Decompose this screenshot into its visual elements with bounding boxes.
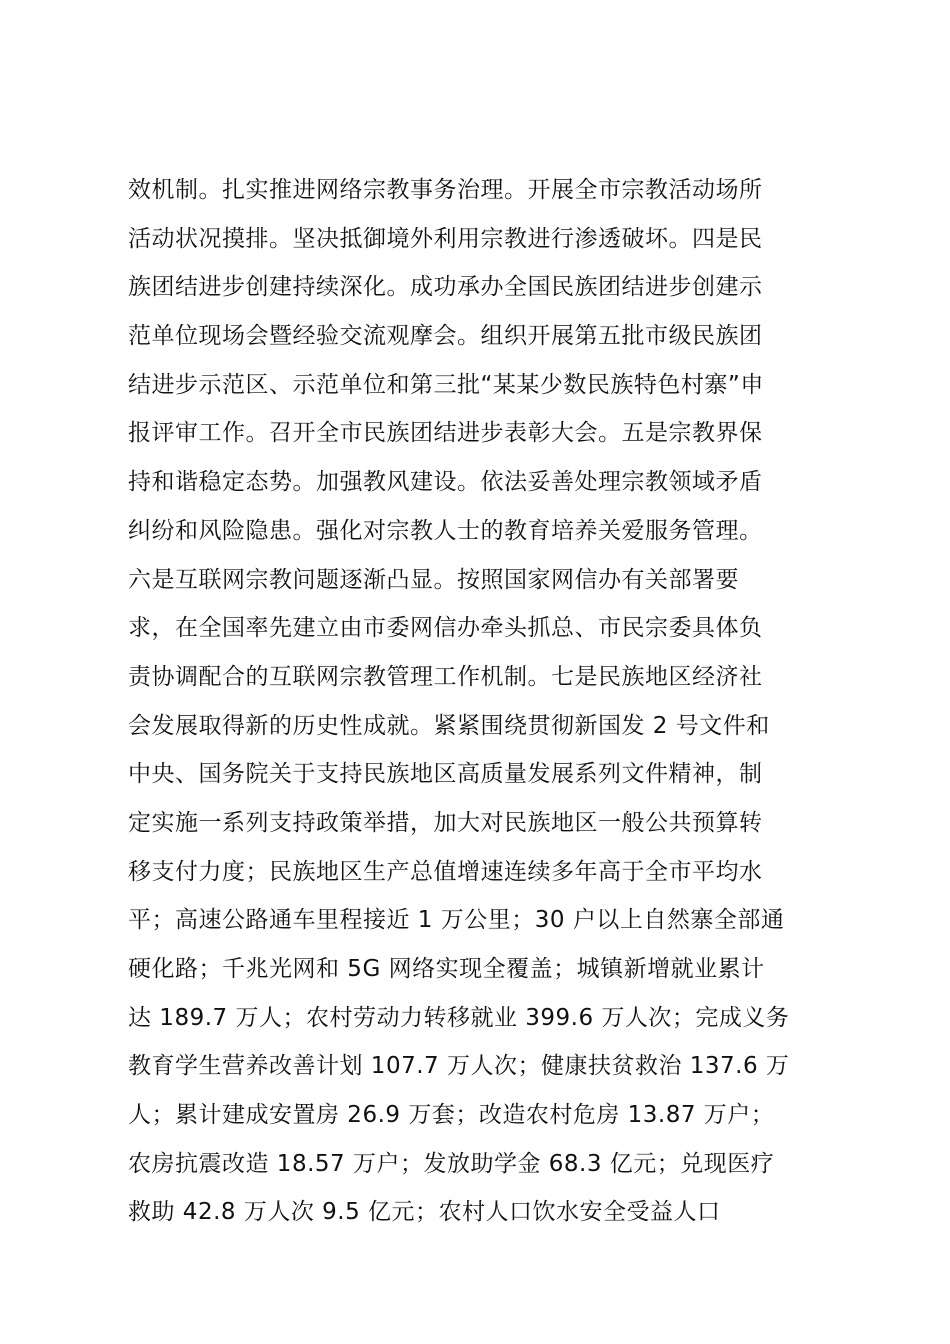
- text-line-19: 教育学生营养改善计划 107.7 万人次；健康扶贫救治 137.6 万: [128, 1053, 790, 1080]
- text-line-13: 中央、国务院关于支持民族地区高质量发展系列文件精神，制: [128, 761, 763, 788]
- body-paragraph: [128, 166, 838, 1237]
- text-line-18: 达 189.7 万人；农村劳动力转移就业 399.6 万人次；完成义务: [128, 1004, 790, 1031]
- text-line-12: 会发展取得新的历史性成就。紧紧围绕贯彻新国发 2 号文件和: [128, 712, 770, 739]
- text-line-2: 活动状况摸排。坚决抵御境外利用宗教进行渗透破坏。四是民: [128, 225, 763, 252]
- text-line-8: 纠纷和风险隐患。强化对宗教人士的教育培养关爱服务管理。: [128, 517, 763, 544]
- text-line-14: 定实施一系列支持政策举措，加大对民族地区一般公共预算转: [128, 809, 763, 836]
- text-line-15: 移支付力度；民族地区生产总值增速连续多年高于全市平均水: [128, 858, 763, 885]
- text-line-20: 人；累计建成安置房 26.9 万套；改造农村危房 13.87 万户；: [128, 1102, 775, 1129]
- text-line-11: 责协调配合的互联网宗教管理工作机制。七是民族地区经济社: [128, 663, 763, 690]
- text-line-10: 求，在全国率先建立由市委网信办牵头抓总、市民宗委具体负: [128, 615, 763, 642]
- text-line-9: 六是互联网宗教问题逐渐凸显。按照国家网信办有关部署要: [128, 566, 739, 593]
- text-line-17: 硬化路；千兆光网和 5G 网络实现全覆盖；城镇新增就业累计: [128, 956, 765, 982]
- text-line-7: 持和谐稳定态势。加强教风建设。依法妥善处理宗教领域矛盾: [128, 469, 763, 496]
- text-line-3: 族团结进步创建持续深化。成功承办全国民族团结进步创建示: [128, 274, 763, 301]
- text-line-5: 结进步示范区、示范单位和第三批“某某少数民族特色村寨”申: [128, 371, 764, 398]
- text-line-4: 范单位现场会暨经验交流观摩会。组织开展第五批市级民族团: [128, 323, 763, 350]
- text-line-16: 平；高速公路通车里程接近 1 万公里；30 户以上自然寨全部通: [128, 907, 785, 934]
- text-line-22: 救助 42.8 万人次 9.5 亿元；农村人口饮水安全受益人口: [128, 1199, 721, 1226]
- text-line-6: 报评审工作。召开全市民族团结进步表彰大会。五是宗教界保: [128, 420, 763, 447]
- text-line-1: 效机制。扎实推进网络宗教事务治理。开展全市宗教活动场所: [128, 177, 763, 203]
- text-line-21: 农房抗震改造 18.57 万户；发放助学金 68.3 亿元；兑现医疗: [128, 1150, 775, 1177]
